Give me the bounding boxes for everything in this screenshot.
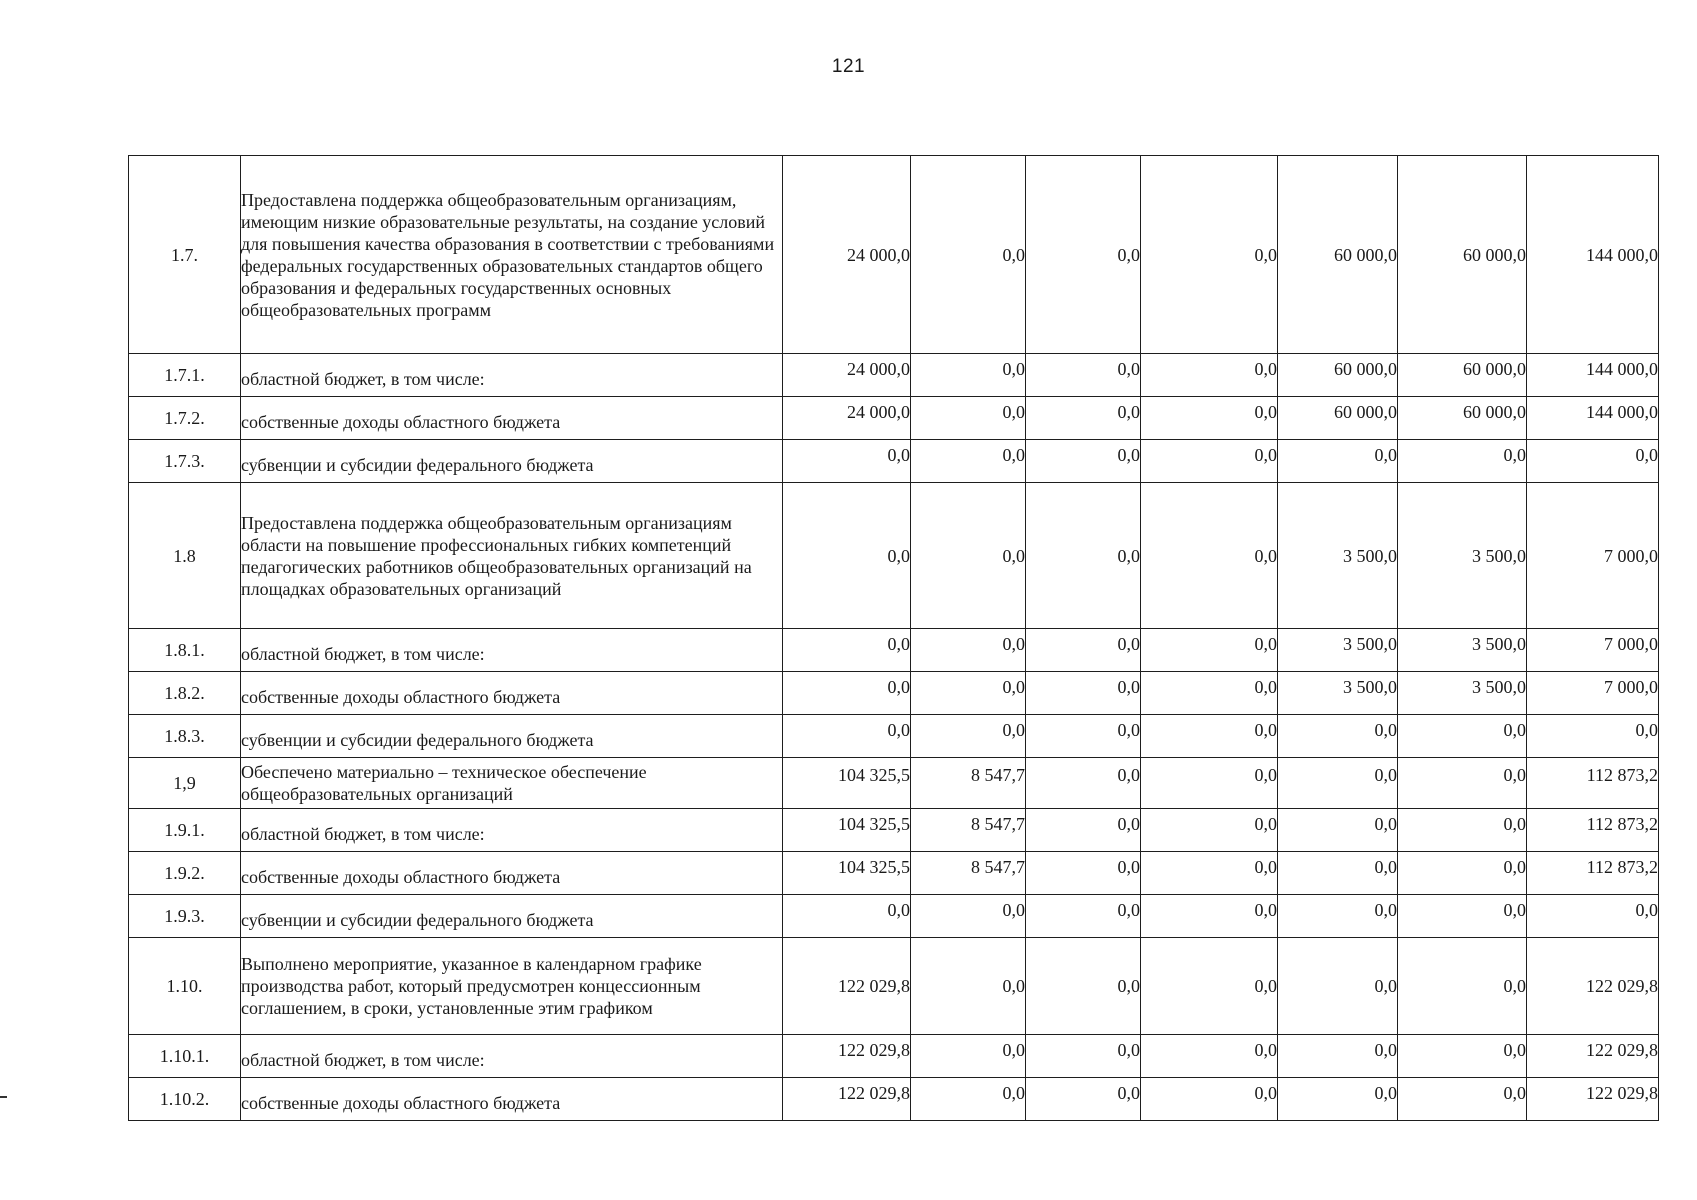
row-number: 1.8.1.: [129, 629, 241, 672]
value-cell: 0,0: [1026, 483, 1141, 629]
value-cell: 0,0: [1026, 715, 1141, 758]
value-cell: 122 029,8: [1527, 938, 1659, 1035]
value-cell: 0,0: [1141, 1035, 1278, 1078]
row-description: областной бюджет, в том числе:: [241, 809, 783, 852]
value-cell: 0,0: [1527, 440, 1659, 483]
table-row: [129, 629, 1659, 672]
value-cell: 3 500,0: [1398, 483, 1527, 629]
value-cell: 8 547,7: [911, 852, 1026, 895]
value-cell: 0,0: [1141, 809, 1278, 852]
value-cell: 0,0: [1278, 715, 1398, 758]
value-cell: 0,0: [1278, 1035, 1398, 1078]
value-cell: 0,0: [1026, 672, 1141, 715]
value-cell: 0,0: [1278, 809, 1398, 852]
value-cell: 0,0: [1278, 440, 1398, 483]
value-cell: 0,0: [1026, 354, 1141, 397]
table-row: [129, 156, 1659, 354]
value-cell: 144 000,0: [1527, 156, 1659, 354]
value-cell: 104 325,5: [783, 809, 911, 852]
table-row: [129, 440, 1659, 483]
value-cell: 7 000,0: [1527, 483, 1659, 629]
value-cell: 0,0: [1278, 895, 1398, 938]
value-cell: 60 000,0: [1278, 397, 1398, 440]
table-row: [129, 483, 1659, 629]
row-number: 1.9.2.: [129, 852, 241, 895]
table-body: [129, 156, 1659, 1121]
value-cell: 7 000,0: [1527, 629, 1659, 672]
value-cell: 0,0: [1141, 397, 1278, 440]
value-cell: 0,0: [1278, 938, 1398, 1035]
value-cell: 0,0: [1026, 852, 1141, 895]
value-cell: 0,0: [1398, 938, 1527, 1035]
value-cell: 3 500,0: [1398, 672, 1527, 715]
value-cell: 0,0: [1398, 758, 1527, 809]
value-cell: 3 500,0: [1398, 629, 1527, 672]
row-description: областной бюджет, в том числе:: [241, 1035, 783, 1078]
value-cell: 122 029,8: [783, 938, 911, 1035]
row-description: собственные доходы областного бюджета: [241, 852, 783, 895]
value-cell: 0,0: [1141, 354, 1278, 397]
value-cell: 8 547,7: [911, 758, 1026, 809]
table-row: [129, 354, 1659, 397]
row-description: Выполнено мероприятие, указанное в календарном графике производства работ, который предусмотрен концессионным соглашением, в сроки, установленные этим графиком: [241, 938, 783, 1035]
value-cell: 0,0: [783, 715, 911, 758]
value-cell: 0,0: [911, 483, 1026, 629]
value-cell: 0,0: [1141, 1078, 1278, 1121]
value-cell: 0,0: [911, 629, 1026, 672]
value-cell: 60 000,0: [1278, 354, 1398, 397]
row-description: областной бюджет, в том числе:: [241, 629, 783, 672]
value-cell: 0,0: [911, 1078, 1026, 1121]
value-cell: 3 500,0: [1278, 672, 1398, 715]
value-cell: 3 500,0: [1278, 629, 1398, 672]
row-description: собственные доходы областного бюджета: [241, 397, 783, 440]
table-row: [129, 852, 1659, 895]
margin-dash: [0, 1096, 7, 1098]
value-cell: 0,0: [1141, 938, 1278, 1035]
value-cell: 60 000,0: [1398, 397, 1527, 440]
value-cell: 0,0: [911, 938, 1026, 1035]
row-description: Предоставлена поддержка общеобразовательным организациям области на повышение профессиональных гибких компетенций педагогических работников общеобразовательных организаций на площадках образовательных организаций: [241, 483, 783, 629]
value-cell: 0,0: [1278, 758, 1398, 809]
value-cell: 0,0: [1141, 440, 1278, 483]
value-cell: 0,0: [911, 715, 1026, 758]
row-number: 1.8.2.: [129, 672, 241, 715]
row-number: 1.9.3.: [129, 895, 241, 938]
value-cell: 0,0: [1278, 852, 1398, 895]
value-cell: 0,0: [1026, 156, 1141, 354]
value-cell: 0,0: [911, 1035, 1026, 1078]
value-cell: 0,0: [1398, 809, 1527, 852]
row-number: 1.7.3.: [129, 440, 241, 483]
value-cell: 0,0: [911, 895, 1026, 938]
row-number: 1.10.: [129, 938, 241, 1035]
value-cell: 112 873,2: [1527, 809, 1659, 852]
value-cell: 104 325,5: [783, 852, 911, 895]
value-cell: 0,0: [1141, 895, 1278, 938]
table-row: [129, 895, 1659, 938]
value-cell: 24 000,0: [783, 156, 911, 354]
value-cell: 0,0: [1026, 809, 1141, 852]
value-cell: 24 000,0: [783, 397, 911, 440]
value-cell: 0,0: [1026, 1035, 1141, 1078]
value-cell: 112 873,2: [1527, 758, 1659, 809]
value-cell: 0,0: [1141, 715, 1278, 758]
value-cell: 0,0: [1398, 440, 1527, 483]
table-row: [129, 1078, 1659, 1121]
value-cell: 0,0: [1527, 895, 1659, 938]
value-cell: 112 873,2: [1527, 852, 1659, 895]
value-cell: 0,0: [1141, 156, 1278, 354]
value-cell: 0,0: [911, 397, 1026, 440]
value-cell: 0,0: [1026, 895, 1141, 938]
value-cell: 7 000,0: [1527, 672, 1659, 715]
value-cell: 60 000,0: [1398, 354, 1527, 397]
row-number: 1.7.1.: [129, 354, 241, 397]
row-number: 1.8: [129, 483, 241, 629]
value-cell: 0,0: [783, 440, 911, 483]
value-cell: 0,0: [1026, 758, 1141, 809]
value-cell: 0,0: [1141, 629, 1278, 672]
budget-table: [128, 155, 1659, 1121]
row-number: 1,9: [129, 758, 241, 809]
value-cell: 122 029,8: [783, 1078, 911, 1121]
value-cell: 0,0: [783, 483, 911, 629]
value-cell: 0,0: [1398, 895, 1527, 938]
row-description: субвенции и субсидии федерального бюджета: [241, 440, 783, 483]
row-description: областной бюджет, в том числе:: [241, 354, 783, 397]
table-row: [129, 672, 1659, 715]
value-cell: 0,0: [1141, 852, 1278, 895]
row-number: 1.7.2.: [129, 397, 241, 440]
value-cell: 0,0: [1398, 715, 1527, 758]
value-cell: 0,0: [783, 895, 911, 938]
value-cell: 104 325,5: [783, 758, 911, 809]
value-cell: 0,0: [1026, 1078, 1141, 1121]
value-cell: 0,0: [783, 672, 911, 715]
value-cell: 0,0: [911, 672, 1026, 715]
value-cell: 122 029,8: [1527, 1078, 1659, 1121]
value-cell: 0,0: [1026, 629, 1141, 672]
table-row: [129, 758, 1659, 809]
row-description: собственные доходы областного бюджета: [241, 672, 783, 715]
row-description: собственные доходы областного бюджета: [241, 1078, 783, 1121]
value-cell: 0,0: [1026, 397, 1141, 440]
page-number: 121: [831, 56, 866, 77]
value-cell: 0,0: [911, 156, 1026, 354]
value-cell: 60 000,0: [1278, 156, 1398, 354]
row-number: 1.10.2.: [129, 1078, 241, 1121]
table-row: [129, 1035, 1659, 1078]
table-row: [129, 938, 1659, 1035]
value-cell: 0,0: [1398, 1035, 1527, 1078]
value-cell: 0,0: [911, 440, 1026, 483]
row-description: Предоставлена поддержка общеобразовательным организациям, имеющим низкие образовательные результаты, на создание условий для повышения качества образования в соответствии с требованиями федеральных государственных образовательных стандартов общего образования и федеральных государственных основных общеобразовательных программ: [241, 156, 783, 354]
table-row: [129, 715, 1659, 758]
value-cell: 24 000,0: [783, 354, 911, 397]
row-description: субвенции и субсидии федерального бюджета: [241, 715, 783, 758]
row-description: субвенции и субсидии федерального бюджета: [241, 895, 783, 938]
value-cell: 0,0: [911, 354, 1026, 397]
value-cell: 144 000,0: [1527, 397, 1659, 440]
value-cell: 60 000,0: [1398, 156, 1527, 354]
value-cell: 0,0: [1141, 758, 1278, 809]
value-cell: 0,0: [1141, 672, 1278, 715]
value-cell: 122 029,8: [783, 1035, 911, 1078]
value-cell: 144 000,0: [1527, 354, 1659, 397]
value-cell: 8 547,7: [911, 809, 1026, 852]
value-cell: 0,0: [1141, 483, 1278, 629]
table-row: [129, 397, 1659, 440]
row-description: Обеспечено материально – техническое обеспечение общеобразовательных организаций: [241, 758, 783, 809]
value-cell: 0,0: [1398, 852, 1527, 895]
value-cell: 0,0: [1026, 938, 1141, 1035]
row-number: 1.10.1.: [129, 1035, 241, 1078]
value-cell: 0,0: [1278, 1078, 1398, 1121]
row-number: 1.8.3.: [129, 715, 241, 758]
row-number: 1.9.1.: [129, 809, 241, 852]
row-number: 1.7.: [129, 156, 241, 354]
value-cell: 0,0: [783, 629, 911, 672]
table-row: [129, 809, 1659, 852]
value-cell: 122 029,8: [1527, 1035, 1659, 1078]
value-cell: 0,0: [1026, 440, 1141, 483]
value-cell: 0,0: [1398, 1078, 1527, 1121]
value-cell: 0,0: [1527, 715, 1659, 758]
value-cell: 3 500,0: [1278, 483, 1398, 629]
